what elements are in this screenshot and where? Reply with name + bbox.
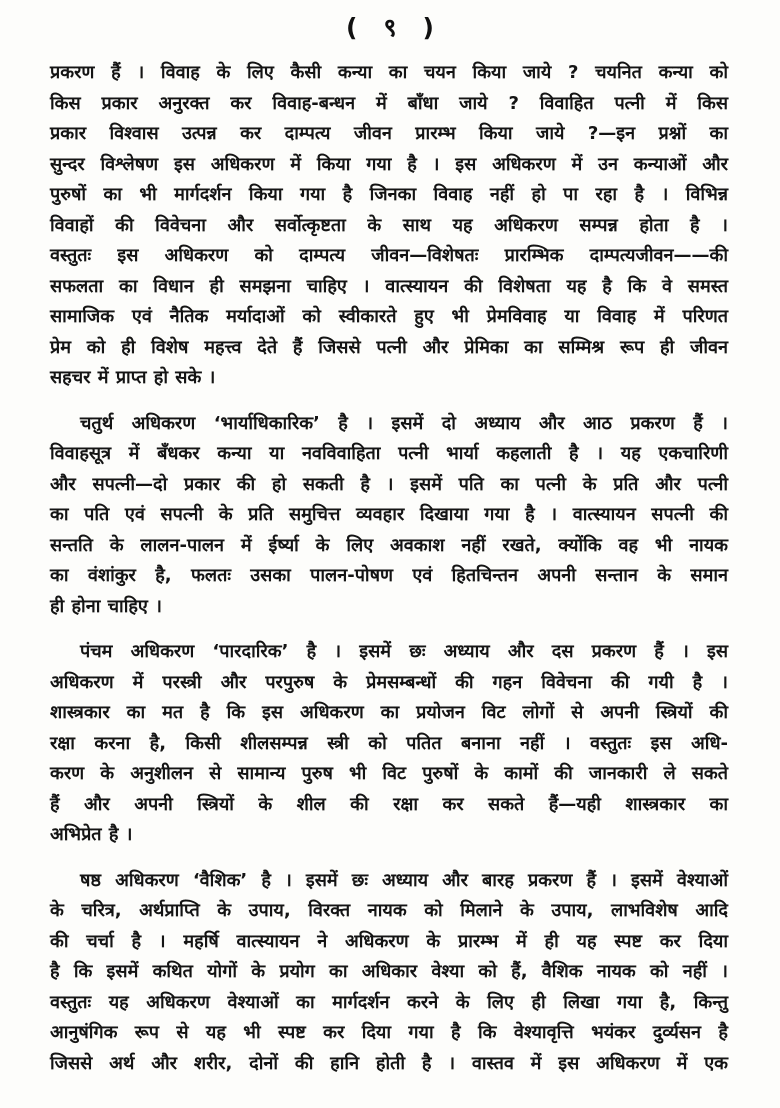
text-line: किस प्रकार अनुरक्त कर विवाह-बन्धन में बाँधा जाये ? विवाहित पत्नी में किस — [50, 92, 728, 114]
text-line: के चरित्र, अर्थप्राप्ति के उपाय, विरक्त नायक को मिलाने के उपाय, लाभविशेष आदि — [50, 900, 728, 921]
paragraph-2 — [50, 409, 728, 623]
paragraph-3 — [50, 637, 728, 851]
text-line: हैं और अपनी स्त्रियों के शील की रक्षा कर सकते हैं—यही शास्त्रकार का — [50, 793, 728, 815]
text-line: विवाहों की विवेचना और सर्वोत्कृष्टता के साथ यह अधिकरण सम्पन्न होता है । — [50, 214, 728, 236]
text-line: करण के अनुशीलन से सामान्य पुरुष भी विट पुरुषों के कामों की जानकारी ले सकते — [50, 763, 728, 784]
close-paren: ) — [422, 13, 434, 42]
page-number-header — [0, 0, 780, 44]
text-line: और सपत्नी—दो प्रकार की हो सकती है । इसमें पति का पत्नी के प्रति और पत्नी — [50, 473, 728, 495]
text-line: अधिकरण में परस्त्री और परपुरुष के प्रेमसम्बन्धों की गहन विवेचना की गयी है । — [50, 671, 728, 693]
text-line: है कि इसमें कथित योगों के प्रयोग का अधिकार वेश्या को हैं, वैशिक नायक को नहीं । — [50, 961, 728, 982]
paragraph-4 — [50, 866, 728, 1080]
text-line: पंचम अधिकरण ‘पारदारिक’ है । इसमें छः अध्याय और दस प्रकरण हैं । इस — [80, 641, 728, 662]
text-line: सफलता का विधान ही समझना चाहिए । वात्स्यायन की विशेषता यह है कि वे समस्त — [50, 275, 728, 297]
text-line: प्रेम को ही विशेष महत्त्व देते हैं जिससे पत्नी और प्रेमिका का सम्मिश्र रूप ही जीवन — [50, 336, 728, 358]
text-line: विवाहसूत्र में बँधकर कन्या या नवविवाहिता पत्नी भार्या कहलाती है । यह एकचारिणी — [50, 443, 728, 464]
page-body — [0, 44, 780, 1079]
text-line: आनुषंगिक रूप से यह भी स्पष्ट कर दिया गया है कि वेश्यावृत्ति भयंकर दुर्व्यसन है — [50, 1022, 728, 1043]
text-line: की चर्चा है । महर्षि वात्स्यायन ने अधिकरण के प्रारम्भ में ही यह स्पष्ट कर दिया — [50, 930, 728, 952]
text-line: रक्षा करना है, किसी शीलसम्पन्न स्त्री को पतित बनाना नहीं । वस्तुतः इस अधि- — [50, 732, 728, 754]
text-line: सन्तति के लालन-पालन में ईर्ष्या के लिए अवकाश नहीं रखते, क्योंकि वह भी नायक — [50, 534, 728, 556]
text-line: का वंशांकुर है, फलतः उसका पालन-पोषण एवं हितचिन्तन अपनी सन्तान के समान — [50, 565, 728, 586]
page-number: ९ — [383, 13, 397, 42]
text-line: शास्त्रकार का मत है कि इस अधिकरण का प्रयोजन विट लोगों से अपनी स्त्रियों की — [50, 702, 728, 723]
text-line: अभिप्रेत है । — [50, 824, 133, 845]
text-line: जिससे अर्थ और शरीर, दोनों की हानि होती है । वास्तव में इस अधिकरण में एक — [50, 1052, 728, 1074]
text-line: प्रकरण हैं । विवाह के लिए कैसी कन्या का चयन किया जाये ? चयनित कन्या को — [50, 62, 728, 83]
text-line: सुन्दर विश्लेषण इस अधिकरण में किया गया है । इस अधिकरण में उन कन्याओं और — [50, 153, 728, 175]
paragraph-1 — [50, 58, 728, 394]
text-line: षष्ठ अधिकरण ‘वैशिक’ है । इसमें छः अध्याय और बारह प्रकरण हैं । इसमें वेश्याओं — [80, 869, 728, 891]
text-line: सहचर में प्राप्त हो सके । — [50, 367, 216, 388]
text-line: चतुर्थ अधिकरण ‘भार्याधिकारिक’ है । इसमें दो अध्याय और आठ प्रकरण हैं । — [80, 412, 728, 434]
text-line: प्रकार विश्वास उत्पन्न कर दाम्पत्य जीवन प्रारम्भ किया जाये ?—इन प्रश्नों का — [50, 123, 728, 144]
text-line: सामाजिक एवं नैतिक मर्यादाओं को स्वीकारते हुए भी प्रेमविवाह या विवाह में परिणत — [50, 306, 728, 327]
text-line: वस्तुतः इस अधिकरण को दाम्पत्य जीवन—विशेषतः प्रारम्भिक दाम्पत्यजीवन——की — [50, 245, 728, 266]
text-line: वस्तुतः यह अधिकरण वेश्याओं का मार्गदर्शन करने के लिए ही लिखा गया है, किन्तु — [50, 991, 728, 1013]
text-line: पुरुषों का भी मार्गदर्शन किया गया है जिनका विवाह नहीं हो पा रहा है । विभिन्न — [50, 184, 728, 205]
text-line: का पति एवं सपत्नी के प्रति समुचित्त व्यवहार दिखाया गया है । वात्स्यायन सपत्नी की — [50, 504, 728, 525]
text-line: ही होना चाहिए । — [50, 595, 162, 617]
open-paren: ( — [346, 13, 358, 42]
